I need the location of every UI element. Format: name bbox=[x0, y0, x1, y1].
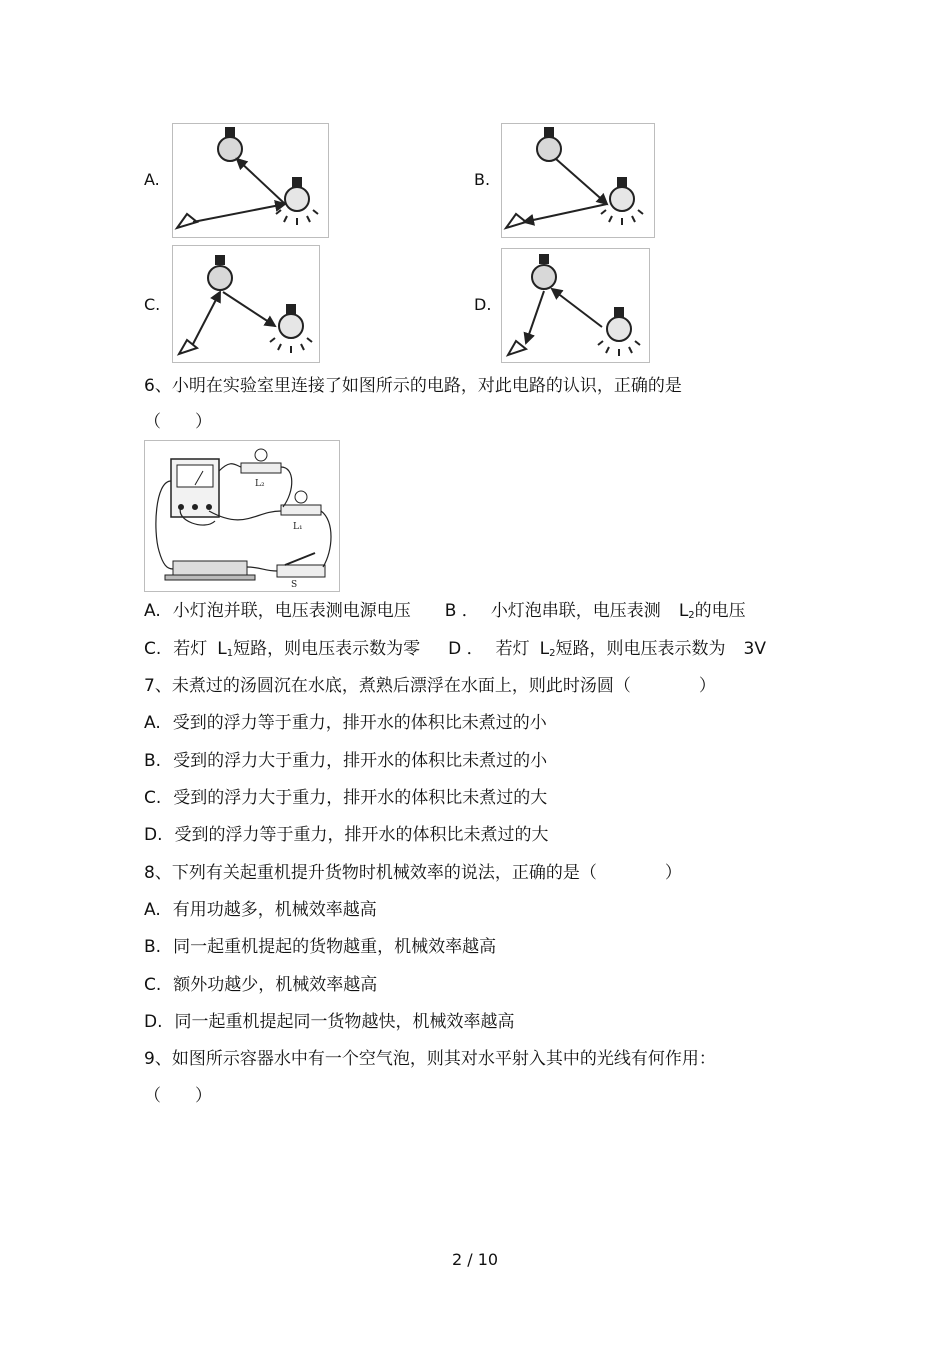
q5-option-d-letter: D. bbox=[474, 295, 492, 314]
bulb-l1-icon bbox=[281, 491, 321, 515]
q5-option-c-figure bbox=[172, 245, 320, 363]
q6-option-b-letter: B ． bbox=[444, 601, 479, 621]
switch-icon bbox=[277, 553, 325, 577]
q6-option-d-pre: 若灯 bbox=[495, 639, 530, 659]
q6-stem: 6、小明在实验室里连接了如图所示的电路，对此电路的认识，正确的是 bbox=[144, 376, 682, 396]
lit-bulb-icon bbox=[601, 177, 643, 225]
q6-option-c-letter: C. bbox=[144, 639, 162, 659]
q7-option-b: B. 受到的浮力大于重力，排开水的体积比未煮过的小 bbox=[144, 751, 548, 771]
q6-option-a-text: 小灯泡并联，电压表测电源电压 bbox=[172, 601, 411, 621]
light-ray-diagram-c bbox=[173, 246, 319, 362]
q5-option-a-figure bbox=[172, 123, 329, 238]
q8-option-c: C. 额外功越少，机械效率越高 bbox=[144, 975, 378, 995]
q6-option-d-letter: D ． bbox=[448, 639, 484, 659]
eye-icon bbox=[508, 341, 526, 355]
q7-option-a: A. 受到的浮力等于重力，排开水的体积比未煮过的小 bbox=[144, 713, 547, 733]
q6-option-d-symbol: L bbox=[539, 639, 550, 659]
battery-icon bbox=[165, 561, 255, 580]
lit-bulb-icon bbox=[598, 307, 640, 356]
q7-option-c: C. 受到的浮力大于重力，排开水的体积比未煮过的大 bbox=[144, 788, 548, 808]
q8-option-d: D. 同一起重机提起同一货物越快，机械效率越高 bbox=[144, 1012, 515, 1032]
q7-stem: 7、未煮过的汤圆沉在水底，煮熟后漂浮在水面上，则此时汤圆（ ） bbox=[144, 676, 716, 696]
current-page: 2 bbox=[451, 1250, 463, 1269]
q6-option-b-subscript: 2 bbox=[688, 610, 695, 621]
bulb-l2-icon bbox=[241, 449, 281, 473]
total-pages: 10 bbox=[477, 1250, 499, 1269]
bulb-icon bbox=[532, 254, 556, 289]
lit-bulb-icon bbox=[270, 304, 312, 353]
q5-option-d-figure bbox=[501, 248, 650, 363]
q6-option-c-symbol: L bbox=[217, 639, 227, 659]
light-ray-diagram-a bbox=[173, 124, 328, 237]
q6-option-d-subscript: 2 bbox=[549, 648, 556, 659]
label-s: S bbox=[291, 580, 298, 590]
q9-answer-paren: （ ） bbox=[144, 1086, 212, 1106]
q6-answer-paren: （ ） bbox=[144, 412, 212, 432]
q6-option-b-symbol: L bbox=[678, 601, 689, 621]
q6-options-row-1 bbox=[144, 600, 746, 627]
circuit-diagram bbox=[145, 441, 339, 591]
eye-icon bbox=[506, 214, 526, 228]
q6-option-d-tail: 短路，则电压表示数为 bbox=[555, 639, 726, 659]
light-ray-diagram-b bbox=[502, 124, 654, 237]
q6-circuit-figure bbox=[144, 440, 340, 592]
q5-option-b-letter: B. bbox=[474, 170, 491, 189]
q6-option-b-text: 小灯泡串联，电压表测 bbox=[490, 601, 661, 621]
bulb-icon bbox=[537, 127, 561, 161]
bulb-icon bbox=[218, 127, 242, 161]
q6-option-a-letter: A. bbox=[144, 601, 161, 621]
light-ray-diagram-d bbox=[502, 249, 649, 362]
q5-option-a-letter: A. bbox=[144, 170, 160, 189]
label-l1: L₁ bbox=[293, 522, 303, 532]
q6-option-c-subscript: 1 bbox=[226, 648, 234, 659]
q8-option-a: A. 有用功越多，机械效率越高 bbox=[144, 900, 377, 920]
label-l2: L₂ bbox=[255, 479, 265, 489]
q6-option-c-tail: 短路，则电压表示数为零 bbox=[233, 639, 421, 659]
page-separator: / bbox=[467, 1250, 473, 1269]
q5-option-b-figure bbox=[501, 123, 655, 238]
page-number bbox=[0, 1250, 950, 1270]
q6-option-c-pre: 若灯 bbox=[173, 639, 208, 659]
q9-stem: 9、如图所示容器水中有一个空气泡，则其对水平射入其中的光线有何作用： bbox=[144, 1049, 716, 1069]
q6-option-d-value: 3V bbox=[743, 639, 766, 659]
lit-bulb-icon bbox=[208, 255, 232, 290]
q8-stem: 8、下列有关起重机提升货物时机械效率的说法，正确的是（ ） bbox=[144, 863, 682, 883]
q5-option-c-letter: C. bbox=[144, 295, 161, 314]
voltmeter-icon bbox=[171, 459, 219, 517]
q8-option-b: B. 同一起重机提起的货物越重，机械效率越高 bbox=[144, 937, 497, 957]
q6-options-row-2 bbox=[144, 638, 766, 665]
q7-option-d: D. 受到的浮力等于重力，排开水的体积比未煮过的大 bbox=[144, 825, 549, 845]
q6-option-b-tail: 的电压 bbox=[694, 601, 746, 621]
